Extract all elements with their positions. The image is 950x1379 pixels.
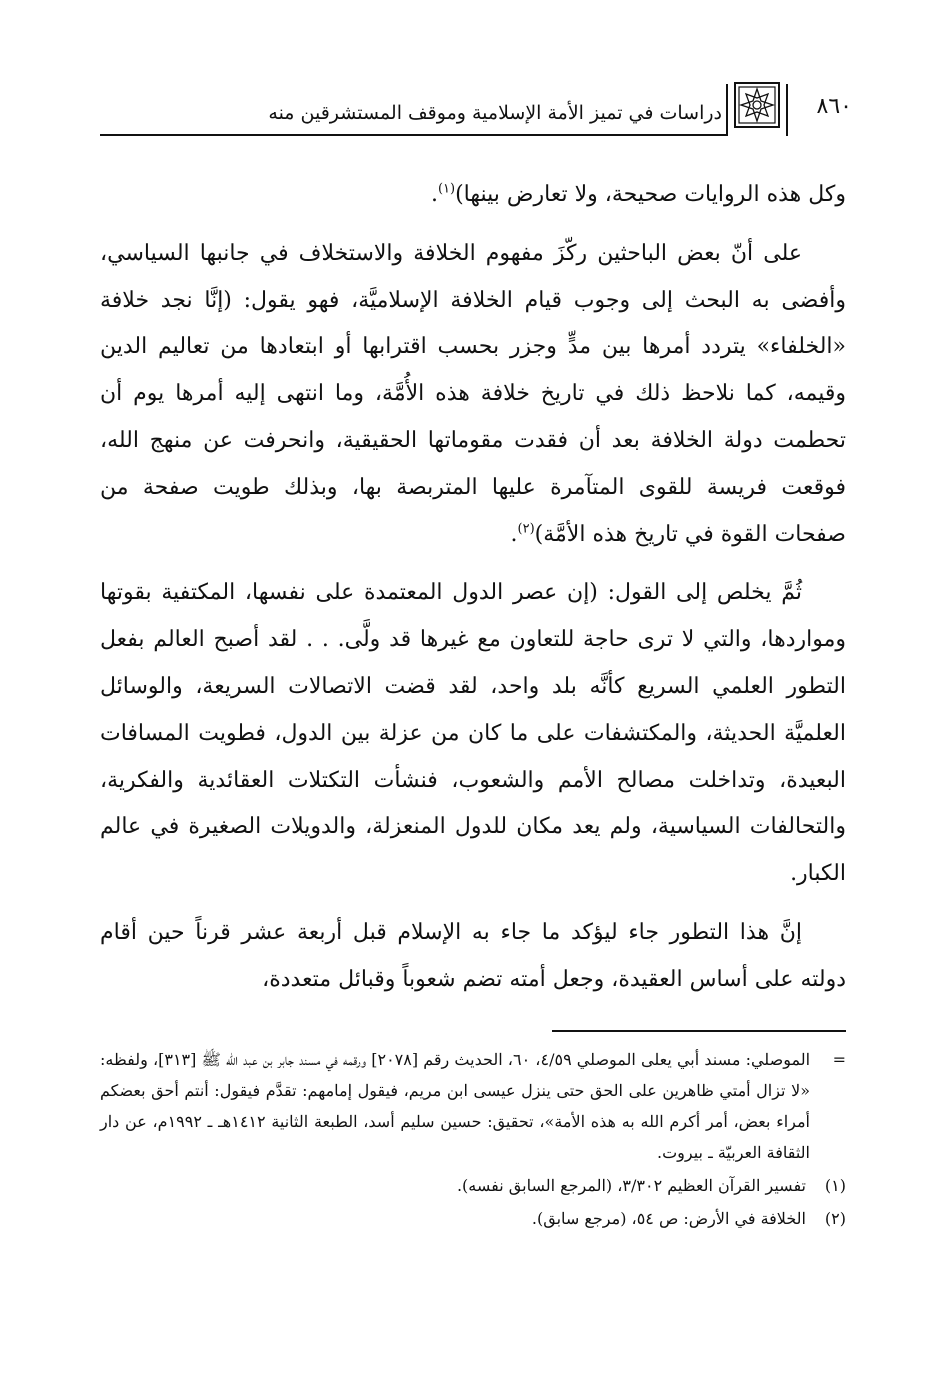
footnote-2: [100, 1203, 846, 1234]
continuation-text: الموصلي: مسند أبي يعلى الموصلي ٤/٥٩، ٦٠، الحديث رقم [٢٠٧٨] ورقمه في مسند جابر بن عبد الله ﷺ [٣١٣]، ولفظه: «لا تزال أمتي ظاهرين على الحق حتى ينزل عيسى ابن مريم، فيقول إمامهم: تقدَّم فيقول: أنتم أحق بعضكم أمراء بعض، أمر أكرم الله به هذه الأمة»، تحقيق: حسين سليم أسد، الطبعة الثانية ١٤١٢هـ ـ ١٩٩٢م، عن دار الثقافة العربيّة ـ بيروت.: [100, 1050, 811, 1162]
paragraph-1-end: .: [430, 182, 438, 207]
header-divider-2: [786, 84, 788, 136]
running-title: دراسات في تميز الأمة الإسلامية وموقف المستشرقين منه: [268, 102, 722, 124]
continuation-marker: =: [832, 1050, 846, 1069]
footnotes: [100, 1044, 846, 1234]
header-rule: [100, 134, 727, 136]
paragraph-2-text: على أنّ بعض الباحثين ركّزَ مفهوم الخلافة والاستخلاف في جانبها السياسي، وأفضى به البحث إلى وجوب قيام الخلافة الإسلاميَّة، فهو يقول: (إنَّا نجد خلافة «الخلفاء» يتردد أمرها بين مدٍّ وجزر بحسب اقترابها أو ابتعادها من تعاليم الدين وقيمه، كما نلاحظ ذلك في تاريخ خلافة هذه الأُمَّة، وما انتهى إليه أمرها يوم أن تحطمت دولة الخلافة بعد أن فقدت مقوماتها الحقيقية، وانحرفت عن منهج الله، فوقعت فريسة للقوى المتآمرة عليها المتربصة بها، وبذلك طويت صفحة من صفحات القوة في تاريخ هذه الأمَّة): [100, 240, 846, 547]
main-text: [100, 172, 846, 1016]
footnote-continuation: [100, 1044, 846, 1168]
footnote-ref-2: (٢): [517, 521, 535, 537]
page-number: ٨٦٠: [816, 94, 852, 119]
footnote-1-text: تفسير القرآن العظيم ٣/٣٠٢، (المرجع السابق نفسه).: [456, 1176, 806, 1195]
footnote-2-number: (٢): [824, 1209, 846, 1228]
footnote-separator: [552, 1030, 846, 1032]
paragraph-1-text: وكل هذه الروايات صحيحة، ولا تعارض بينها): [455, 182, 846, 207]
footnote-1-number: (١): [824, 1176, 846, 1195]
page-header: [100, 82, 852, 140]
paragraph-4: إنَّ هذا التطور جاء ليؤكد ما جاء به الإسلام قبل أربعة عشر قرناً حين أقام دولته على أساس العقيدة، وجعل أمته تضم شعوباً وقبائل متعددة،: [100, 919, 846, 992]
arabesque-ornament-icon: [734, 82, 780, 128]
header-divider: [726, 84, 728, 136]
paragraph-2: [100, 231, 846, 559]
footnote-1: [100, 1170, 846, 1201]
paragraph-1: [100, 172, 846, 219]
paragraph-3: ثُمَّ يخلص إلى القول: (إن عصر الدول المعتمدة على نفسها، المكتفية بقوتها ومواردها، والتي لا ترى حاجة للتعاون مع غيرها قد ولَّى. . . لقد أصبح العالم بفعل التطور العلمي السريع كأنَّه بلد واحد، لقد قضت الاتصالات السريعة، والوسائل العلميَّة الحديثة، والمكتشفات على ما كان من عزلة بين الدول، فطويت المسافات البعيدة، وتداخلت مصالح الأمم والشعوب، فنشأت التكتلات العقائدية والفكرية، والتحالفات السياسية، ولم يعد مكان للدول المنعزلة، والدويلات الصغيرة في عالم الكبار.: [100, 580, 846, 887]
footnote-2-text: الخلافة في الأرض: ص ٥٤، (مرجع سابق).: [531, 1209, 806, 1228]
paragraph-2-end: .: [510, 521, 518, 547]
footnote-ref-1: (١): [437, 181, 456, 197]
